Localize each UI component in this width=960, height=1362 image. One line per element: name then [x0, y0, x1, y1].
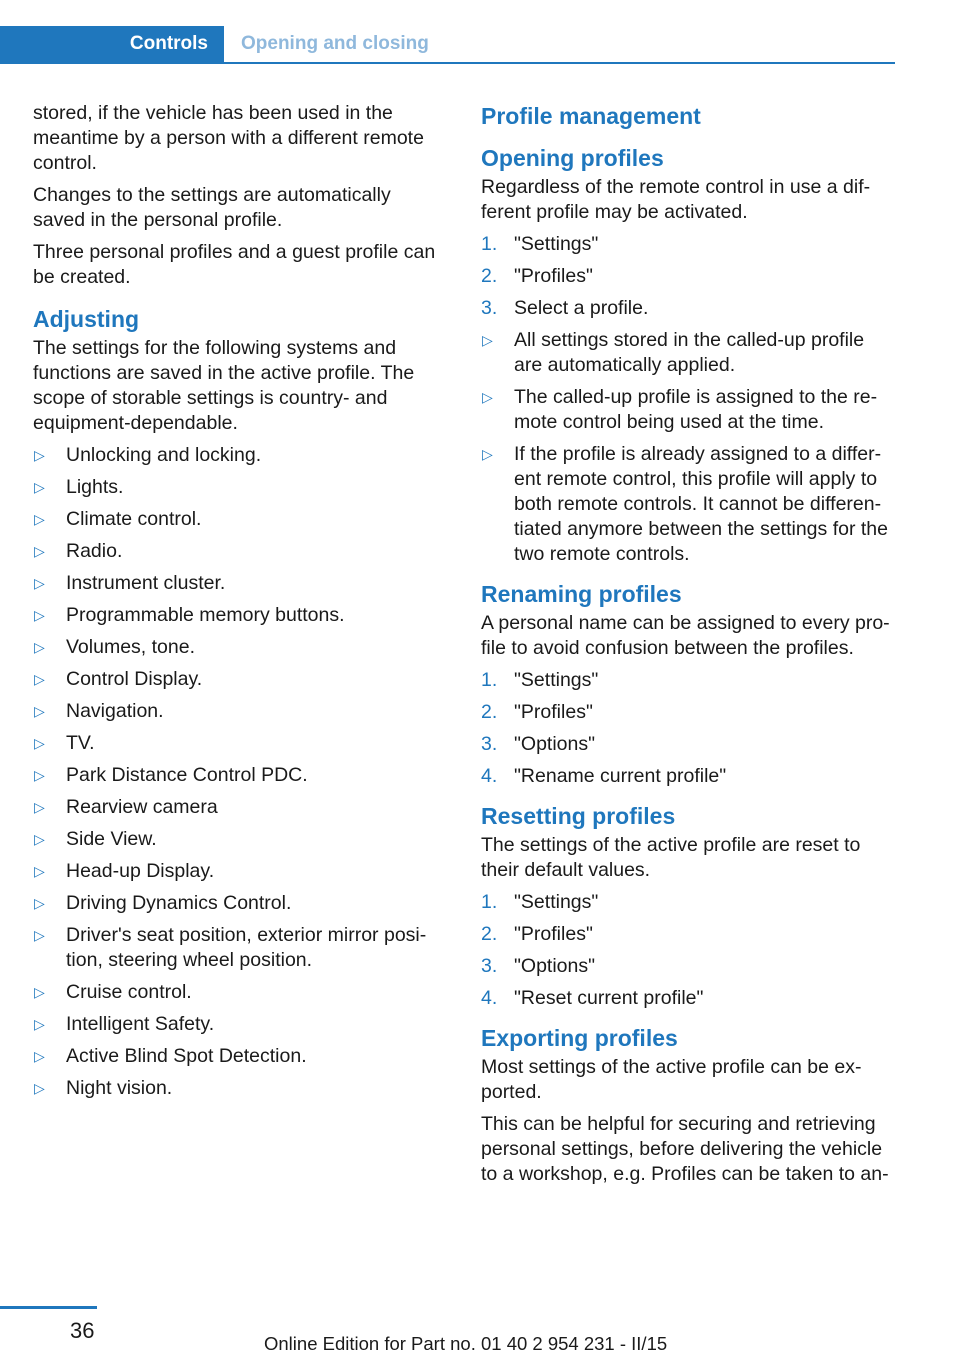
tab-opening-and-closing[interactable]: Opening and closing — [241, 33, 429, 54]
list-item — [33, 1076, 443, 1101]
triangle-bullet-icon: ▷ — [34, 895, 45, 911]
list-item — [33, 923, 443, 973]
triangle-bullet-icon: ▷ — [34, 735, 45, 751]
step-text: "Settings" — [514, 891, 599, 913]
list-item-text: Lights. — [66, 476, 124, 498]
list-item-text: Park Distance Control PDC. — [66, 764, 308, 786]
list-item-text: TV. — [66, 732, 95, 754]
list-item — [481, 986, 896, 1011]
opening-notes-list — [481, 328, 896, 567]
list-item — [481, 764, 896, 789]
step-text: "Options" — [514, 733, 596, 755]
step-number: 3. — [481, 297, 498, 319]
step-text: "Options" — [514, 955, 596, 977]
list-item-text: All settings stored in the called-up profile are automatically applied. — [514, 329, 865, 376]
triangle-bullet-icon: ▷ — [34, 927, 45, 943]
list-item-text: Night vision. — [66, 1077, 173, 1099]
list-item — [33, 699, 443, 724]
subsection-heading-resetting-profiles: Resetting profiles — [481, 803, 676, 829]
list-item — [481, 954, 896, 979]
list-item — [33, 443, 443, 468]
list-item-text: Instrument cluster. — [66, 572, 226, 594]
triangle-bullet-icon: ▷ — [34, 831, 45, 847]
list-item — [33, 795, 443, 820]
list-item-text: Head-up Display. — [66, 860, 215, 882]
subsection-heading-opening-profiles: Opening profiles — [481, 145, 664, 171]
list-item — [481, 700, 896, 725]
page-number: 36 — [70, 1318, 95, 1343]
list-item-text: Active Blind Spot Detection. — [66, 1045, 307, 1067]
step-number: 1. — [481, 669, 498, 691]
paragraph: The settings for the following systems and functions are saved in the active profile. The scope of storable settings is country- and equipment-dependable. — [33, 337, 415, 434]
step-text: "Settings" — [514, 233, 599, 255]
paragraph: Regardless of the remote control in use a dif‐ ferent profile may be activated. — [481, 176, 871, 223]
list-item — [481, 922, 896, 947]
triangle-bullet-icon: ▷ — [482, 332, 493, 348]
step-text: "Reset current profile" — [514, 987, 704, 1009]
triangle-bullet-icon: ▷ — [34, 1016, 45, 1032]
triangle-bullet-icon: ▷ — [34, 607, 45, 623]
list-item-text: Climate control. — [66, 508, 202, 530]
triangle-bullet-icon: ▷ — [34, 575, 45, 591]
list-item — [481, 232, 896, 257]
list-item — [481, 328, 896, 378]
triangle-bullet-icon: ▷ — [34, 984, 45, 1000]
left-column — [33, 101, 443, 1108]
list-item — [33, 980, 443, 1005]
step-number: 3. — [481, 955, 498, 977]
list-item — [33, 763, 443, 788]
step-number: 4. — [481, 765, 498, 787]
list-item — [481, 442, 896, 567]
section-heading-profile-management: Profile management — [481, 103, 701, 129]
list-item-text: Unlocking and locking. — [66, 444, 262, 466]
section-heading-adjusting: Adjusting — [33, 306, 140, 332]
list-item — [481, 890, 896, 915]
subsection-heading-exporting-profiles: Exporting profiles — [481, 1025, 678, 1051]
list-item — [33, 539, 443, 564]
paragraph: The settings of the active profile are reset to their default values. — [481, 834, 861, 881]
step-number: 2. — [481, 923, 498, 945]
triangle-bullet-icon: ▷ — [34, 447, 45, 463]
list-item — [481, 732, 896, 757]
list-item — [33, 859, 443, 884]
list-item-text: Driving Dynamics Control. — [66, 892, 292, 914]
resetting-steps-list — [481, 890, 896, 1011]
list-item-text: Programmable memory buttons. — [66, 604, 345, 626]
list-item — [481, 385, 896, 435]
step-text: "Rename current profile" — [514, 765, 727, 787]
step-text: "Profiles" — [514, 701, 593, 723]
step-number: 2. — [481, 701, 498, 723]
triangle-bullet-icon: ▷ — [34, 703, 45, 719]
step-number: 1. — [481, 891, 498, 913]
triangle-bullet-icon: ▷ — [34, 543, 45, 559]
triangle-bullet-icon: ▷ — [34, 511, 45, 527]
list-item — [33, 635, 443, 660]
triangle-bullet-icon: ▷ — [34, 767, 45, 783]
edition-footer: Online Edition for Part no. 01 40 2 954 231 - II/15 — [264, 1333, 668, 1354]
paragraph: A personal name can be assigned to every pro‐ file to avoid confusion between the profiles. — [481, 612, 890, 659]
list-item-text: Side View. — [66, 828, 157, 850]
triangle-bullet-icon: ▷ — [34, 671, 45, 687]
triangle-bullet-icon: ▷ — [34, 479, 45, 495]
right-column — [481, 101, 896, 1194]
subsection-heading-renaming-profiles: Renaming profiles — [481, 581, 682, 607]
step-text: Select a profile. — [514, 297, 649, 319]
paragraph: This can be helpful for securing and retrieving personal settings, before delivering the vehicle to a workshop, e.g. Profiles can be taken to an‐ — [481, 1113, 889, 1185]
step-number: 3. — [481, 733, 498, 755]
list-item-text: Navigation. — [66, 700, 164, 722]
list-item — [33, 731, 443, 756]
triangle-bullet-icon: ▷ — [34, 799, 45, 815]
opening-steps-list — [481, 232, 896, 321]
triangle-bullet-icon: ▷ — [34, 1048, 45, 1064]
list-item — [33, 1044, 443, 1069]
list-item-text: Driver's seat position, exterior mirror posi‐ tion, steering wheel position. — [66, 924, 427, 971]
paragraph: stored, if the vehicle has been used in the meantime by a person with a different remote control. — [33, 102, 424, 174]
list-item — [481, 264, 896, 289]
paragraph: Changes to the settings are automatically saved in the personal profile. — [33, 184, 391, 231]
list-item — [481, 296, 896, 321]
paragraph: Most settings of the active profile can be ex‐ ported. — [481, 1056, 862, 1103]
list-item — [33, 475, 443, 500]
list-item-text: The called-up profile is assigned to the re‐ mote control being used at the time. — [514, 386, 878, 433]
settings-bullet-list — [33, 443, 443, 1101]
list-item — [33, 571, 443, 596]
step-number: 4. — [481, 987, 498, 1009]
list-item — [33, 891, 443, 916]
step-number: 1. — [481, 233, 498, 255]
triangle-bullet-icon: ▷ — [34, 639, 45, 655]
list-item — [481, 668, 896, 693]
step-number: 2. — [481, 265, 498, 287]
step-text: "Settings" — [514, 669, 599, 691]
list-item — [33, 667, 443, 692]
triangle-bullet-icon: ▷ — [482, 389, 493, 405]
list-item-text: Cruise control. — [66, 981, 192, 1003]
list-item-text: Volumes, tone. — [66, 636, 195, 658]
list-item-text: Radio. — [66, 540, 123, 562]
list-item-text: Rearview camera — [66, 796, 218, 818]
list-item — [33, 603, 443, 628]
list-item-text: Intelligent Safety. — [66, 1013, 215, 1035]
footer-rule — [0, 1306, 97, 1309]
renaming-steps-list — [481, 668, 896, 789]
list-item-text: If the profile is already assigned to a differ‐ ent remote control, this profile will apply to both remote controls. It cannot be differen‐ tiated anymore between the settings for the two remote controls. — [514, 443, 888, 565]
paragraph: Three personal profiles and a guest profile can be created. — [33, 241, 436, 288]
list-item — [33, 827, 443, 852]
list-item — [33, 507, 443, 532]
triangle-bullet-icon: ▷ — [34, 1080, 45, 1096]
triangle-bullet-icon: ▷ — [34, 863, 45, 879]
list-item-text: Control Display. — [66, 668, 203, 690]
tab-controls[interactable]: Controls — [0, 26, 224, 62]
list-item — [33, 1012, 443, 1037]
triangle-bullet-icon: ▷ — [482, 446, 493, 462]
step-text: "Profiles" — [514, 265, 593, 287]
step-text: "Profiles" — [514, 923, 593, 945]
